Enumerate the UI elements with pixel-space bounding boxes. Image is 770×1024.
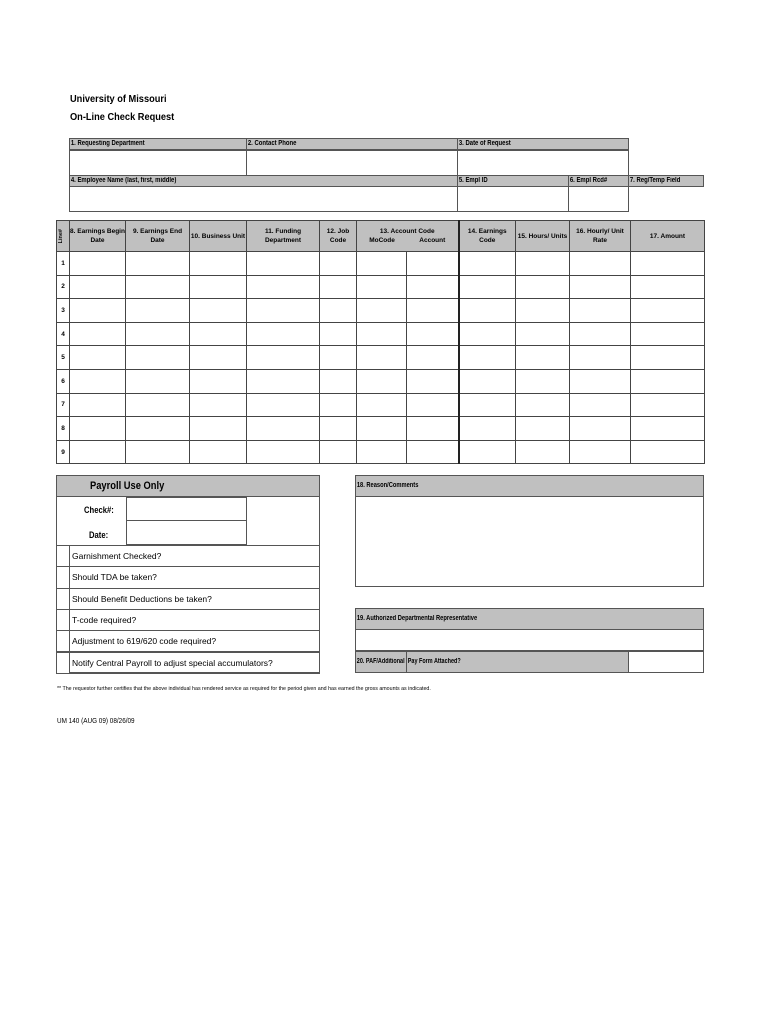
empl-id-field[interactable] [457,186,569,212]
account-code-label: 13. Account Code [379,228,435,235]
table-cell[interactable] [631,252,705,276]
table-cell[interactable] [247,252,320,276]
table-cell[interactable] [70,369,126,393]
table-cell[interactable] [126,252,190,276]
question-checkbox[interactable] [56,566,70,588]
table-row [57,252,705,276]
question-checkbox[interactable] [56,652,70,674]
table-cell[interactable] [631,322,705,346]
table-cell[interactable] [459,393,516,417]
table-cell[interactable] [190,322,247,346]
table-cell[interactable] [247,299,320,323]
table-cell[interactable] [190,252,247,276]
form-title: On-Line Check Request [70,111,175,123]
table-cell[interactable] [126,322,190,346]
certification-note: ** The requestor further certifies that the above individual has rendered service as required for the period given and has earned the gross amounts as indicated. [57,686,431,692]
empl-id-label: 5. Empl ID [458,177,488,184]
table-cell[interactable] [407,299,459,323]
line-number: 8 [57,417,70,441]
question-label: T-code required? [69,609,320,631]
employee-name-label: 4. Employee Name (last, first, middle) [70,177,177,184]
table-cell[interactable] [247,322,320,346]
table-cell[interactable] [70,440,126,464]
table-cell[interactable] [70,252,126,276]
table-cell[interactable] [459,299,516,323]
requesting-department-label: 1. Requesting Department [70,140,145,147]
column-header: 11. Funding Department [247,221,320,252]
table-cell[interactable] [459,346,516,370]
check-number-label: Check#: [84,505,114,515]
table-cell[interactable] [247,369,320,393]
contact-phone-label: 2. Contact Phone [247,140,297,147]
table-cell[interactable] [190,299,247,323]
table-cell[interactable] [516,440,570,464]
column-header: 12. Job Code [320,221,357,252]
line-number: 4 [57,322,70,346]
table-cell[interactable] [570,369,631,393]
table-header-row [57,221,705,252]
payroll-date-field[interactable] [126,520,247,545]
table-cell[interactable] [70,275,126,299]
table-cell[interactable] [631,440,705,464]
table-cell[interactable] [357,393,407,417]
line-number-label: Line# [58,228,64,244]
table-cell[interactable] [357,299,407,323]
table-row [57,299,705,323]
question-label: Garnishment Checked? [69,545,320,567]
table-cell[interactable] [407,393,459,417]
table-cell[interactable] [126,417,190,441]
reason-label: 18. Reason/Comments [356,482,419,489]
payroll-use-header [56,475,320,497]
empl-rcd-label: 6. Empl Rcd# [569,177,608,184]
table-cell[interactable] [459,369,516,393]
table-cell[interactable] [516,322,570,346]
line-number: 7 [57,393,70,417]
paf-label-b: Pay Form Attached? [407,658,461,665]
authorized-rep-label: 19. Authorized Departmental Representative [356,615,478,622]
table-cell[interactable] [516,393,570,417]
authorized-rep-field[interactable] [355,629,704,651]
table-cell[interactable] [126,369,190,393]
paf-header-b [406,651,629,673]
table-cell[interactable] [357,275,407,299]
check-number-field[interactable] [126,497,247,521]
table-cell[interactable] [407,275,459,299]
table-cell[interactable] [516,299,570,323]
table-cell[interactable] [320,252,357,276]
mocode-label: MoCode [369,237,395,244]
table-cell[interactable] [407,440,459,464]
question-label: Adjustment to 619/620 code required? [69,630,320,652]
table-row [57,322,705,346]
table-row [57,393,705,417]
table-cell[interactable] [190,369,247,393]
table-cell[interactable] [631,393,705,417]
table-cell[interactable] [407,369,459,393]
column-header: 14. Earnings Code [459,221,516,252]
reason-header [355,475,704,497]
table-row [57,275,705,299]
contact-phone-header [246,138,458,150]
date-of-request-field[interactable] [457,150,629,176]
payroll-date-label: Date: [89,530,109,540]
table-cell[interactable] [320,346,357,370]
table-cell[interactable] [126,440,190,464]
table-cell[interactable] [407,417,459,441]
table-cell[interactable] [570,440,631,464]
earnings-table [56,220,705,464]
question-label: Should Benefit Deductions be taken? [69,588,320,610]
contact-phone-field[interactable] [246,150,458,176]
column-header: 10. Business Unit [190,221,247,252]
table-cell[interactable] [407,346,459,370]
column-header: 15. Hours/ Units [516,221,570,252]
table-cell[interactable] [631,417,705,441]
table-cell[interactable] [320,417,357,441]
table-cell[interactable] [631,346,705,370]
table-cell[interactable] [70,417,126,441]
table-cell[interactable] [190,275,247,299]
line-number: 2 [57,275,70,299]
line-number: 9 [57,440,70,464]
authorized-rep-header [355,608,704,630]
question-label: Should TDA be taken? [69,566,320,588]
question-checkbox[interactable] [56,545,70,567]
table-cell[interactable] [357,252,407,276]
table-cell[interactable] [70,299,126,323]
empl-rcd-field[interactable] [568,186,629,212]
table-cell[interactable] [516,275,570,299]
requesting-department-header [69,138,247,150]
table-cell[interactable] [407,322,459,346]
table-cell[interactable] [190,417,247,441]
table-cell[interactable] [570,346,631,370]
university-name: University of Missouri [70,93,167,105]
table-cell[interactable] [631,299,705,323]
paf-label-a: 20. PAF/Additional [356,658,405,665]
line-number-header [57,221,70,252]
requesting-department-field[interactable] [69,150,247,176]
table-cell[interactable] [320,369,357,393]
table-cell[interactable] [516,346,570,370]
table-cell[interactable] [320,440,357,464]
table-cell[interactable] [190,393,247,417]
question-label: Notify Central Payroll to adjust special accumulators? [69,652,320,674]
line-number: 3 [57,299,70,323]
table-cell[interactable] [247,417,320,441]
date-of-request-header [457,138,629,150]
reg-temp-label: 7. Reg/Temp Field [629,177,681,184]
table-cell[interactable] [247,393,320,417]
table-cell[interactable] [320,275,357,299]
column-header: 16. Hourly/ Unit Rate [570,221,631,252]
table-cell[interactable] [459,440,516,464]
table-cell[interactable] [631,369,705,393]
account-code-header [357,221,459,252]
table-cell[interactable] [320,393,357,417]
column-header: 9. Earnings End Date [126,221,190,252]
table-cell[interactable] [126,299,190,323]
table-cell[interactable] [357,322,407,346]
paf-header-a [355,651,407,673]
form-code: UM 140 (AUG 09) 08/26/09 [57,716,135,725]
table-cell[interactable] [570,252,631,276]
table-cell[interactable] [126,393,190,417]
table-cell[interactable] [631,275,705,299]
table-cell[interactable] [357,369,407,393]
table-cell[interactable] [70,393,126,417]
question-checkbox[interactable] [56,609,70,631]
table-cell[interactable] [516,417,570,441]
table-cell[interactable] [320,299,357,323]
question-checkbox[interactable] [56,630,70,652]
table-cell[interactable] [70,322,126,346]
table-cell[interactable] [459,417,516,441]
table-cell[interactable] [570,322,631,346]
table-row [57,346,705,370]
table-cell[interactable] [459,322,516,346]
table-cell[interactable] [190,440,247,464]
line-number: 1 [57,252,70,276]
table-cell[interactable] [516,252,570,276]
table-cell[interactable] [570,299,631,323]
employee-name-field[interactable] [69,186,458,212]
payroll-use-title: Payroll Use Only [90,480,165,492]
table-cell[interactable] [126,275,190,299]
table-cell[interactable] [570,417,631,441]
column-header: 8. Earnings Begin Date [70,221,126,252]
line-number: 6 [57,369,70,393]
column-header: 17. Amount [631,221,705,252]
date-of-request-label: 3. Date of Request [458,140,511,147]
table-cell[interactable] [357,417,407,441]
table-row [57,417,705,441]
table-cell[interactable] [70,346,126,370]
table-cell[interactable] [570,275,631,299]
table-cell[interactable] [570,393,631,417]
table-cell[interactable] [247,346,320,370]
table-cell[interactable] [407,252,459,276]
table-cell[interactable] [459,275,516,299]
table-cell[interactable] [516,369,570,393]
line-number: 5 [57,346,70,370]
table-cell[interactable] [357,346,407,370]
reason-comments-field[interactable] [355,496,704,587]
paf-attached-field[interactable] [628,651,704,673]
table-cell[interactable] [247,275,320,299]
table-cell[interactable] [459,252,516,276]
table-row [57,369,705,393]
table-cell[interactable] [320,322,357,346]
table-cell[interactable] [357,440,407,464]
table-cell[interactable] [247,440,320,464]
table-row [57,440,705,464]
question-checkbox[interactable] [56,588,70,610]
reg-temp-header [628,175,704,187]
table-cell[interactable] [190,346,247,370]
account-label: Account [419,237,446,244]
table-cell[interactable] [126,346,190,370]
